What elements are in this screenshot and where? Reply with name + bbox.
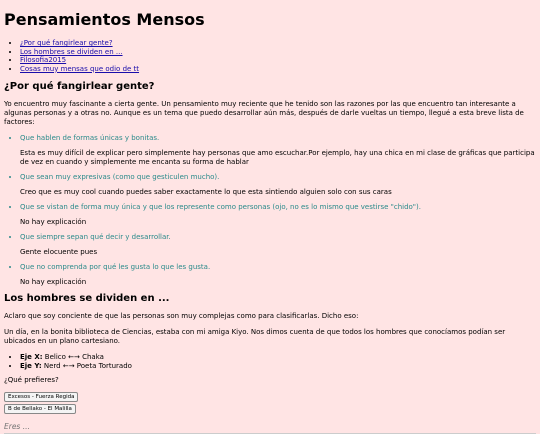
axis-value: Belico ←→ Chaka <box>44 353 104 361</box>
factor-item <box>20 173 536 197</box>
section-intro: Yo encuentro muy fascinante a cierta gente. Un pensamiento muy reciente que he tenido son las razones por las que encuentro tan interesante a algunas personas y a otras no. Aunque es un tema que puedo desarrollar aún más, después de darle vueltas un tiempo, llegué a esta breve lista de factores: <box>4 100 524 126</box>
section-paragraph: Aclaro que soy conciente de que las personas son muy complejas como para clasificarlas. Dicho eso: <box>4 312 359 320</box>
axis-value: Nerd ←→ Poeta Torturado <box>43 361 132 370</box>
choice-button-excesos[interactable]: Excesos - Fuerza Regida <box>4 392 78 402</box>
section-paragraph: Un día, en la bonita biblioteca de Ciencias, estaba con mi amiga Kiyo. Nos dimos cuenta de que todos los hombres que conocíamos podían ser ubicados en un plano cartesiano. <box>4 328 506 345</box>
eres-input[interactable] <box>4 420 536 434</box>
toc-item <box>20 56 536 65</box>
factor-description: Gente elocuente pues <box>20 248 98 256</box>
toc-item <box>20 65 536 74</box>
toc-item <box>20 39 536 48</box>
factor-item <box>20 203 536 227</box>
factor-description: Esta es muy difícil de explicar pero simplemente hay personas que amo escuchar.Por ejemplo, hay una chica en mi clase de gráficas que participa de vez en cuando y simplemente me encanta su forma de hablar <box>20 149 535 166</box>
factor-item <box>20 233 536 257</box>
factor-label: Que se vistan de forma muy única y que los represente como personas (ojo, no es lo mismo que vestirse "chido"). <box>20 203 421 211</box>
axes-list <box>4 353 536 370</box>
toc-link-fangirlear[interactable]: ¿Por qué fangirlear gente? <box>20 39 113 47</box>
toc-link-hombres[interactable]: Los hombres se dividen en ... <box>20 47 123 56</box>
section-heading-hombres: Los hombres se dividen en ... <box>4 293 170 304</box>
page-title: Pensamientos Mensos <box>4 10 205 29</box>
choice-buttons <box>4 392 536 414</box>
axis-item <box>20 362 536 371</box>
factor-label: Que hablen de formas únicas y bonitas. <box>20 134 160 142</box>
factor-item <box>20 134 536 167</box>
table-of-contents <box>4 39 536 73</box>
section-heading-fangirlear: ¿Por qué fangirlear gente? <box>4 81 155 92</box>
factor-description: No hay explicación <box>20 218 87 226</box>
toc-link-filosofia[interactable]: Filosofia2015 <box>20 56 67 64</box>
question-text: ¿Qué prefieres? <box>4 376 59 384</box>
axis-label: Eje Y: <box>20 361 42 370</box>
factor-description: Creo que es muy cool cuando puedes saber exactamente lo que esta sintiendo alguien solo con sus caras <box>20 188 392 196</box>
factor-list <box>4 134 536 287</box>
toc-item <box>20 48 536 57</box>
choice-button-bellako[interactable]: B de Bellako - El Malilla <box>4 404 76 414</box>
factor-label: Que sean muy expresivas (como que gesticulen mucho). <box>20 173 220 181</box>
factor-item <box>20 263 536 287</box>
factor-label: Que siempre sepan qué decir y desarrollar. <box>20 233 171 241</box>
axis-item <box>20 353 536 362</box>
factor-label: Que no comprenda por qué les gusta lo que les gusta. <box>20 263 211 271</box>
factor-description: No hay explicación <box>20 278 87 286</box>
axis-label: Eje X: <box>20 353 43 361</box>
toc-link-cosas-mensas[interactable]: Cosas muy mensas que odio de tt <box>20 64 140 73</box>
